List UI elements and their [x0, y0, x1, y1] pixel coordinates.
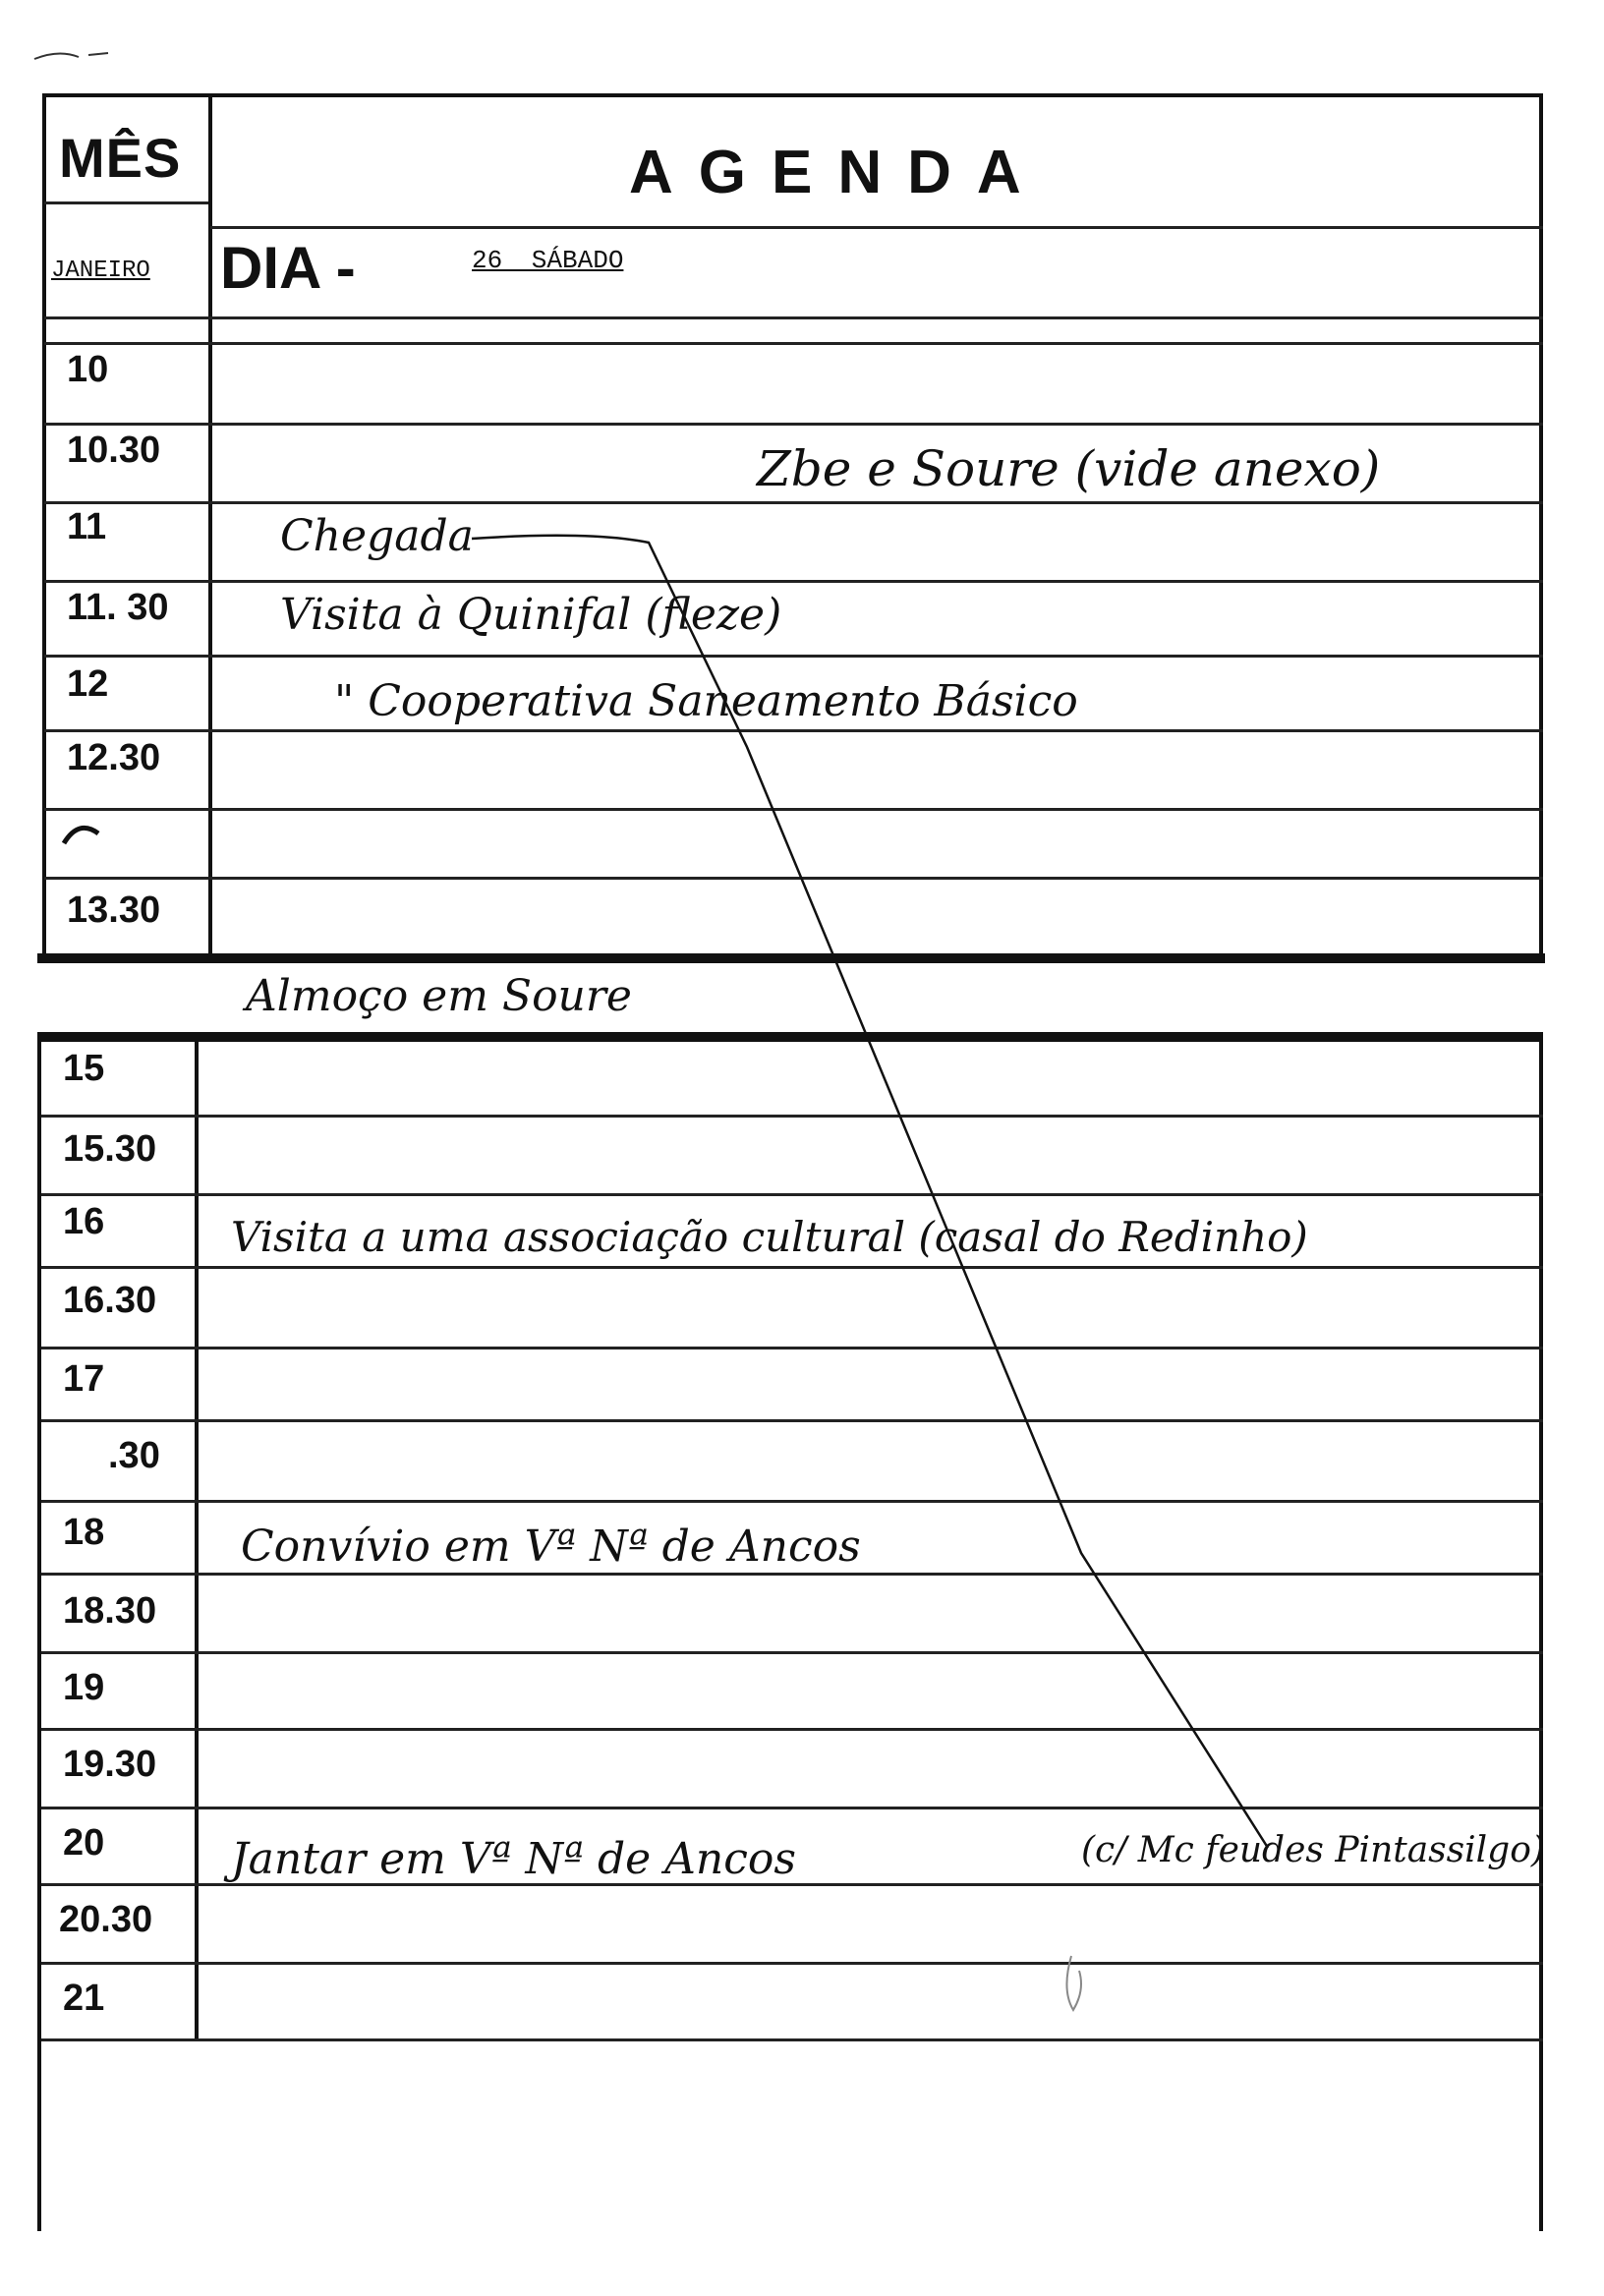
- entry-20: Jantar em Vª Nª de Ancos: [231, 1834, 796, 1884]
- scan-artifact-mark: [29, 39, 118, 69]
- time-slot: 10.30: [67, 430, 161, 471]
- time-slot: 10: [67, 349, 109, 390]
- time-slot: 19.30: [63, 1744, 157, 1785]
- page-title: AGENDA: [629, 139, 1047, 206]
- time-slot: 12: [67, 663, 109, 705]
- time-slot: 11: [67, 506, 107, 547]
- time-slot: 11. 30: [67, 587, 169, 628]
- time-slot: 21: [63, 1978, 105, 2019]
- entry-1030: Zbe e Soure (vide anexo): [757, 440, 1381, 497]
- month-value: JANEIRO: [51, 258, 150, 284]
- time-slot: 16.30: [63, 1280, 157, 1321]
- day-label: DIA -: [220, 235, 356, 301]
- time-slot: 18: [63, 1512, 105, 1553]
- time-slot: 18.30: [63, 1590, 157, 1632]
- entry-1130: Visita à Quinifal (fleze): [280, 590, 782, 640]
- time-slot: 15: [63, 1048, 105, 1089]
- entry-20-note: (c/ Mc feudes Pintassilgo): [1081, 1830, 1545, 1870]
- entry-11: Chegada: [280, 511, 474, 561]
- entry-12: " Cooperativa Saneamento Básico: [334, 676, 1078, 726]
- time-slot: 17: [63, 1358, 105, 1400]
- time-slot: 12.30: [67, 737, 161, 778]
- time-slot: 19: [63, 1667, 105, 1708]
- scribble-mark: [59, 814, 108, 853]
- date-value: 26 SÁBADO: [472, 246, 624, 275]
- month-heading: MÊS: [59, 127, 182, 189]
- time-slot: 15.30: [63, 1128, 157, 1170]
- time-slot: 20: [63, 1822, 105, 1864]
- entry-18: Convívio em Vª Nª de Ancos: [241, 1521, 861, 1572]
- time-slot: 13.30: [67, 890, 161, 931]
- time-slot: 16: [63, 1201, 105, 1242]
- time-slot: 20.30: [59, 1899, 153, 1940]
- scribble-mark: [1052, 1951, 1101, 2020]
- entry-16: Visita a uma associação cultural (casal do Redinho): [231, 1213, 1308, 1261]
- time-slot: .30: [108, 1435, 160, 1476]
- entry-lunch: Almoço em Soure: [246, 971, 632, 1021]
